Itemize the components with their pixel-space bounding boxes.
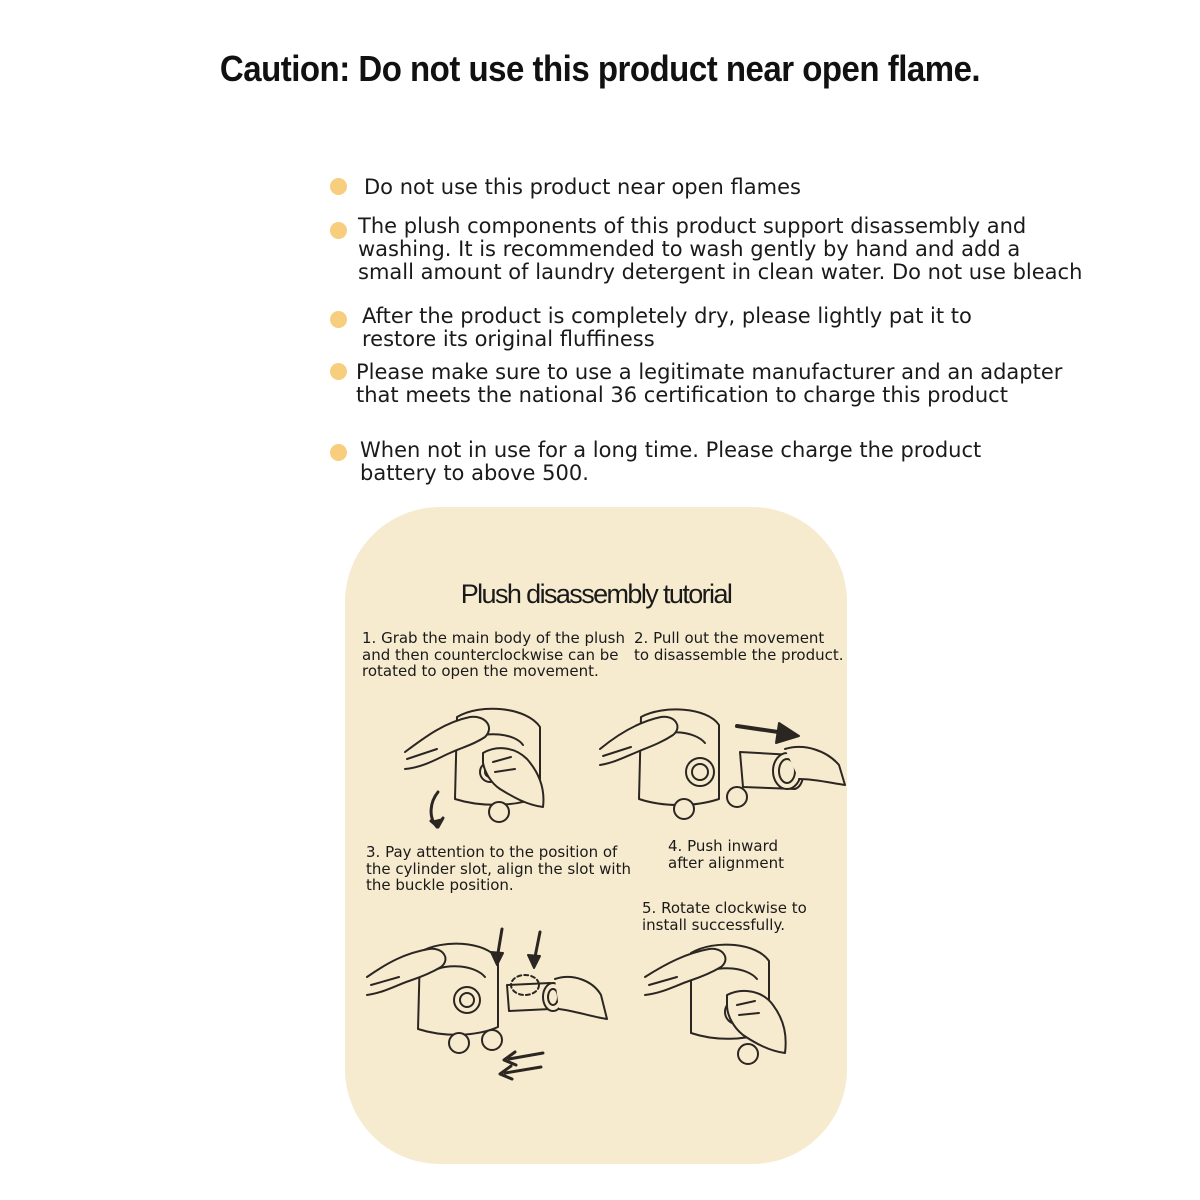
- bullet-dot-icon: [330, 222, 347, 239]
- care-instruction-line: After the product is completely dry, please lightly pat it to: [362, 304, 972, 328]
- care-instruction-line: small amount of laundry detergent in clean water. Do not use bleach: [358, 260, 1083, 284]
- care-instruction-4: [356, 361, 1062, 407]
- care-instruction-line: restore its original fluffiness: [362, 327, 655, 351]
- care-instruction-line: washing. It is recommended to wash gently by hand and add a: [358, 237, 1021, 261]
- step-line: 4. Push inward: [668, 837, 779, 855]
- care-instruction-line: Do not use this product near open flames: [364, 175, 801, 199]
- step-line: after alignment: [668, 853, 785, 872]
- step-line: the cylinder slot, align the slot with: [366, 859, 631, 878]
- disassembly-tutorial-card: [345, 507, 847, 1164]
- step-2-illustration: [600, 709, 845, 819]
- step-line: and then counterclockwise can be: [362, 645, 619, 664]
- care-instruction-line: Please make sure to use a legitimate manufacturer and an adapter: [356, 360, 1063, 384]
- care-instruction-5: [360, 439, 981, 485]
- step-1-illustration: [405, 709, 543, 827]
- tutorial-illustrations: [345, 507, 847, 1164]
- bullet-dot-icon: [330, 178, 347, 195]
- step-3-illustration: [367, 929, 607, 1079]
- bullet-dot-icon: [330, 311, 347, 328]
- step-line: install successfully.: [642, 915, 785, 934]
- care-instruction-3: [362, 305, 972, 351]
- step-line: 5. Rotate clockwise to: [642, 899, 807, 917]
- step-line: 3. Pay attention to the position of: [366, 843, 618, 861]
- caution-heading: Caution: Do not use this product near open flame.: [219, 48, 981, 89]
- care-instruction-line: The plush components of this product support disassembly and: [358, 214, 1027, 238]
- step-line: the buckle position.: [366, 876, 514, 894]
- step-5-illustration: [645, 945, 786, 1064]
- care-instruction-2: [358, 215, 1082, 284]
- care-instruction-line: battery to above 500.: [360, 461, 589, 485]
- step-line: 1. Grab the main body of the plush: [362, 629, 625, 647]
- care-instructions-list: [0, 0, 1200, 500]
- tutorial-title: Plush disassembly tutorial: [460, 579, 732, 609]
- care-instruction-line: When not in use for a long time. Please charge the product: [360, 438, 982, 462]
- step-line: to disassemble the product.: [634, 645, 844, 664]
- care-instruction-1: [364, 176, 801, 199]
- step-line: rotated to open the movement.: [362, 662, 599, 680]
- care-instruction-line: that meets the national 36 certification to charge this product: [356, 383, 1008, 407]
- step-line: 2. Pull out the movement: [634, 629, 825, 647]
- bullet-dot-icon: [330, 444, 347, 461]
- bullet-dot-icon: [330, 363, 347, 380]
